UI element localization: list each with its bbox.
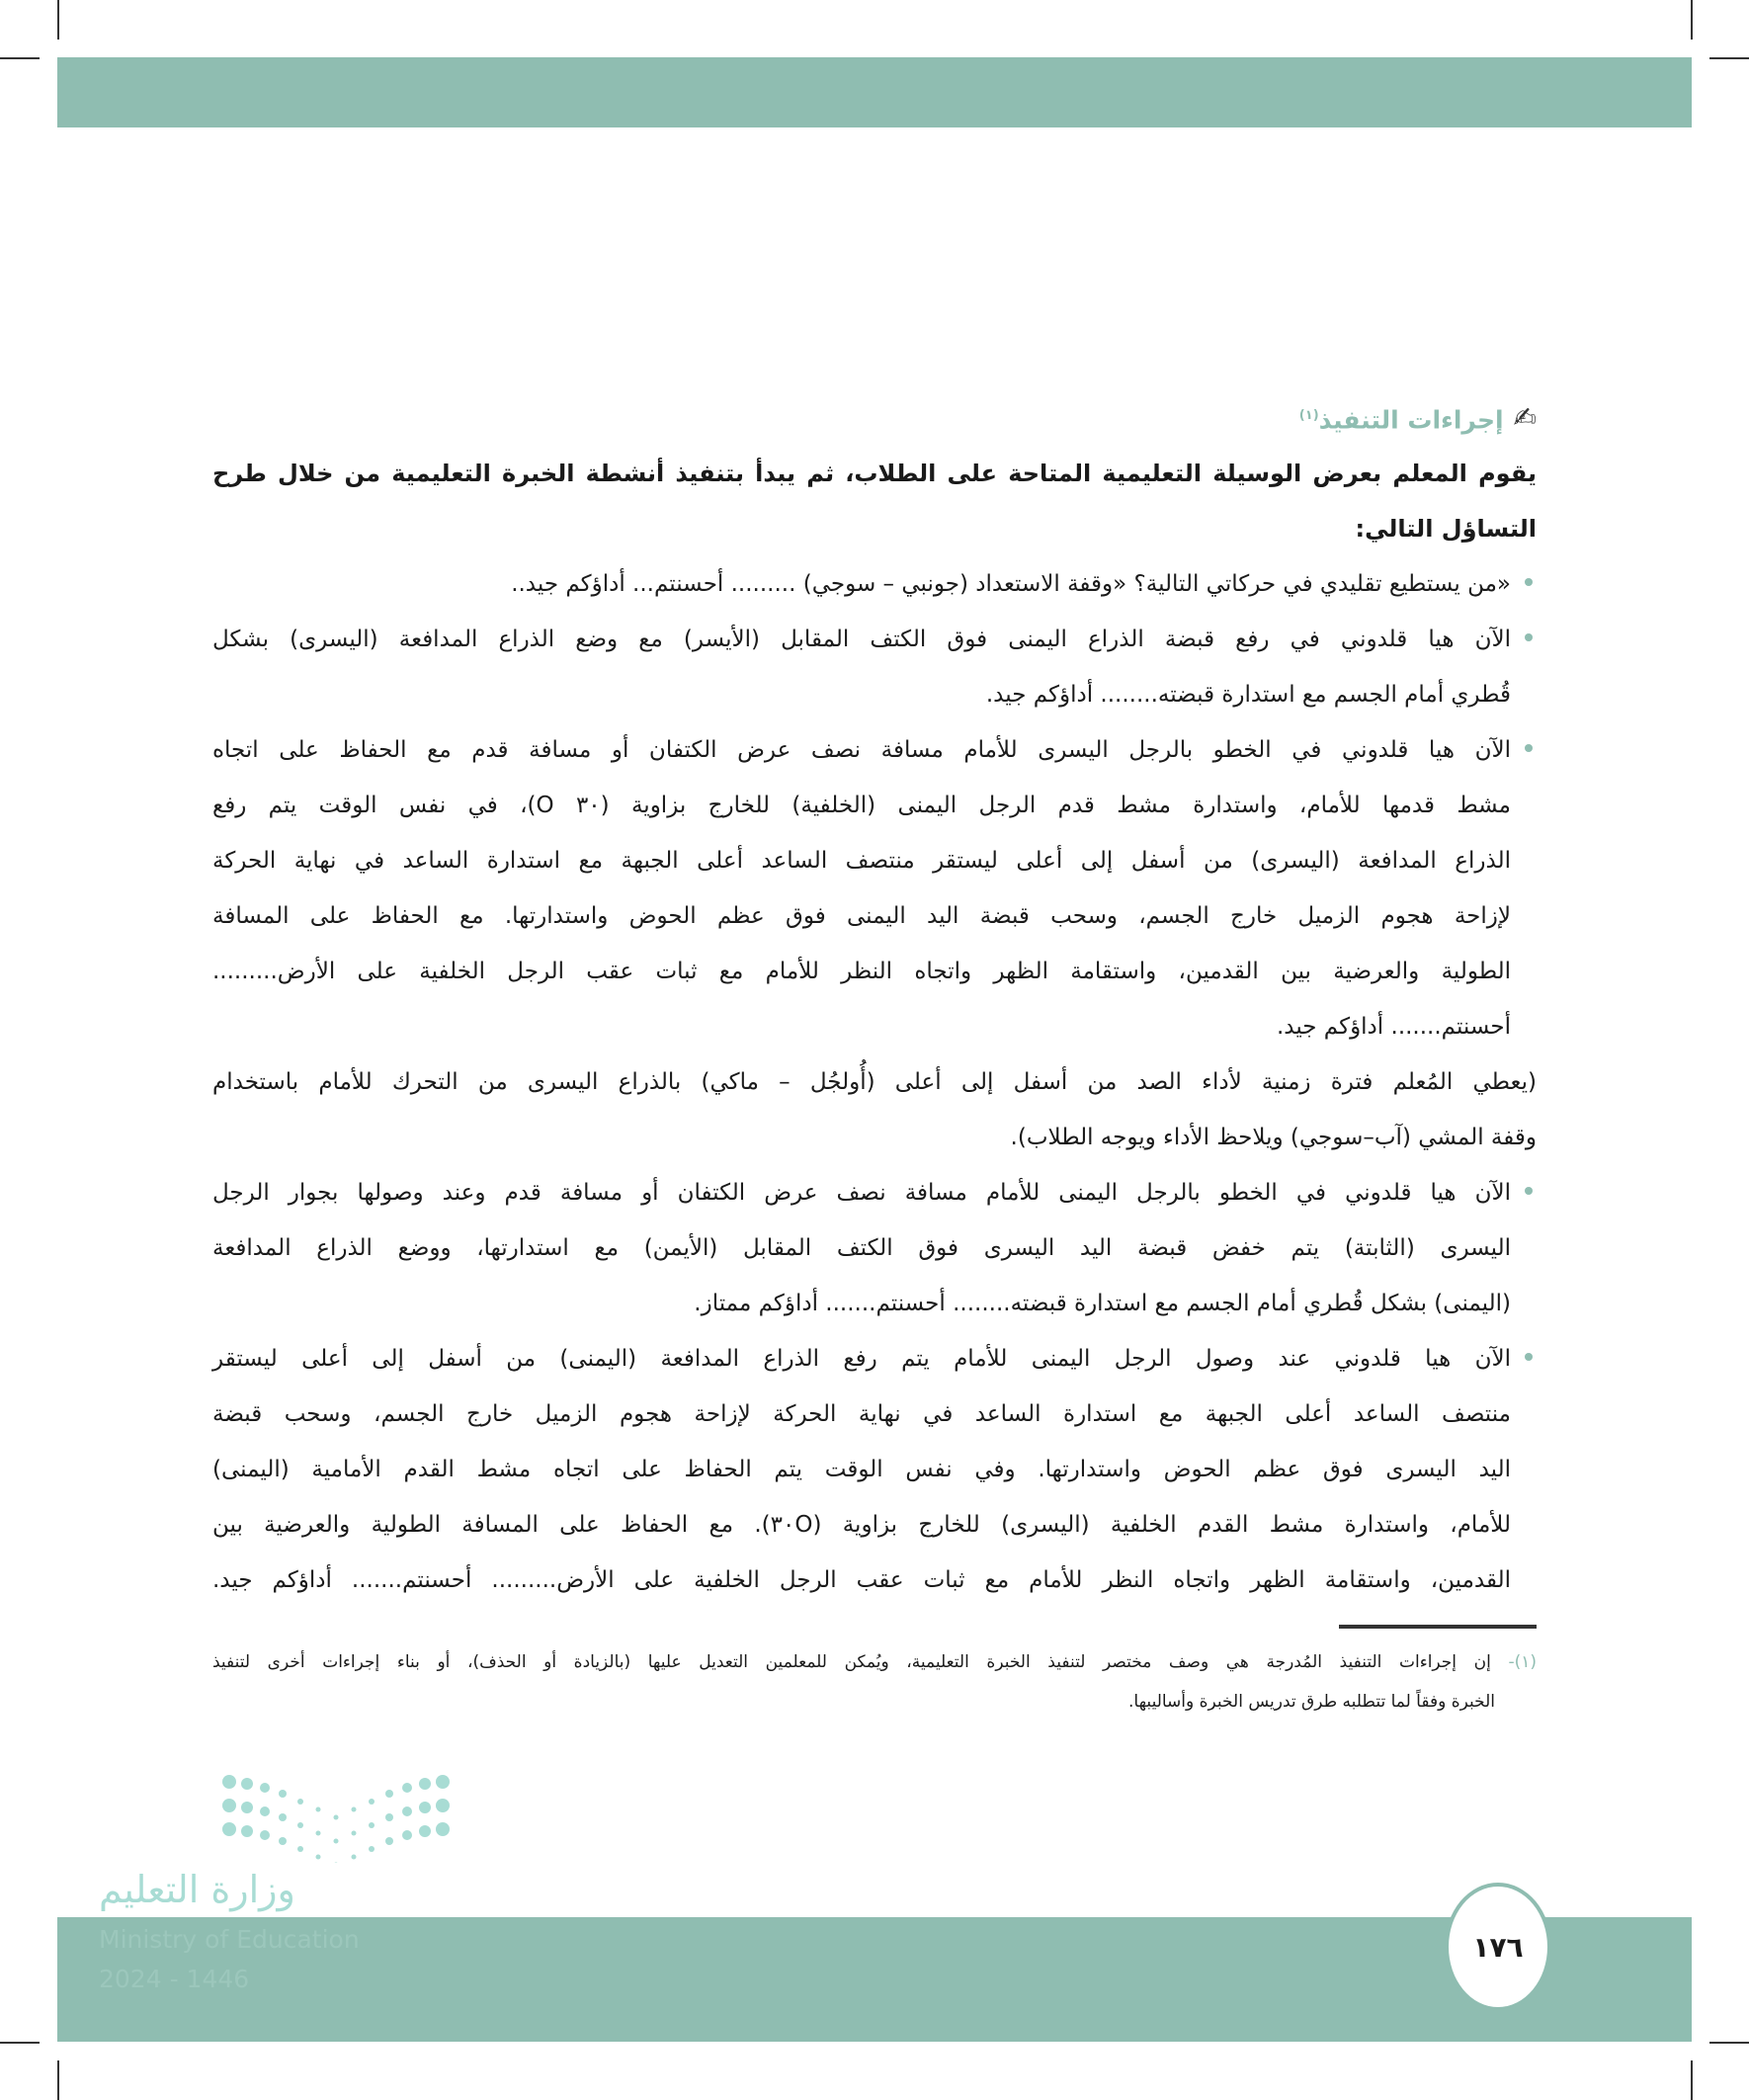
logo-dot — [419, 1778, 431, 1790]
text-line: مشط قدمها للأمام، واستدارة مشط قدم الرجل اليمنى (الخلفية) للخارج بزاوية (٣٠ O)، في نفس الوقت يتم رفع — [212, 793, 1512, 818]
logo-dot — [385, 1837, 393, 1845]
logo-dot — [436, 1822, 450, 1836]
logo-dot — [402, 1783, 412, 1793]
text-line: اليسرى (الثابتة) يتم خفض قبضة اليد اليسرى فوق الكتف المقابل (الأيمن) مع استدارتها، ووضع الذراع المدافعة — [212, 1235, 1511, 1261]
ministry-name-en: Ministry of Education — [99, 1925, 360, 1954]
footnote-line — [212, 1642, 1537, 1682]
logo-dot — [316, 1855, 321, 1860]
crop-mark — [1709, 2042, 1749, 2044]
text-line: للأمام، واستدارة مشط القدم الخلفية (اليسرى) للخارج بزاوية (٣٠O). مع الحفاظ على المسافة الطولية والعرضية بين — [212, 1512, 1511, 1538]
crop-mark — [1691, 2060, 1693, 2100]
logo-dot — [436, 1799, 450, 1812]
logo-dot — [369, 1799, 375, 1805]
logo-dot — [241, 1778, 253, 1790]
logo-dot — [222, 1799, 236, 1812]
logo-dot — [222, 1822, 236, 1836]
logo-dot — [297, 1846, 303, 1852]
bullet-item — [212, 612, 1537, 722]
text-line: (اليمنى) بشكل قُطري أمام الجسم مع استدارة قبضته........ أحسنتم....... أداؤكم ممتاز. — [694, 1291, 1511, 1316]
footnote — [212, 1642, 1537, 1722]
logo-dot — [297, 1822, 303, 1828]
footnote-number: (١)- — [1508, 1652, 1537, 1672]
main-content — [212, 390, 1537, 1608]
logo-dot — [334, 1863, 339, 1864]
bullet-icon — [1525, 633, 1533, 641]
text-line: وقفة المشي (آب–سوجي) ويلاحظ الأداء ويوجه الطلاب). — [1010, 1125, 1537, 1150]
ministry-year: 2024 - 1446 — [99, 1965, 250, 1993]
bullet-icon — [1525, 1187, 1533, 1195]
logo-dot — [385, 1790, 393, 1798]
text-line: يقوم المعلم بعرض الوسيلة التعليمية المتاحة على الطلاب، ثم يبدأ بتنفيذ أنشطة الخبرة التعليمية من خلال طرح — [212, 460, 1537, 487]
logo-dot — [352, 1855, 357, 1860]
crop-mark — [57, 2060, 59, 2100]
text-line: الآن هيا قلدوني في الخطو بالرجل اليمنى للأمام مسافة نصف عرض الكتفان أو مسافة قدم وعند وصولها بجوار الرجل — [212, 1180, 1511, 1206]
crop-mark — [57, 0, 59, 40]
crop-mark — [1709, 57, 1749, 59]
crop-mark — [0, 57, 40, 59]
logo-dot — [334, 1815, 339, 1820]
logo-dot — [385, 1813, 393, 1821]
footnote-text: إن إجراءات التنفيذ المُدرجة هي وصف مختصر لتنفيذ الخبرة التعليمية، ويُمكن للمعلمين التعديل عليها (بالزيادة أو الحذف)، أو بناء إجراءات أخرى لتنفيذ — [212, 1652, 1491, 1672]
text-line: القدمين، واستقامة الظهر واتجاه النظر للأمام مع ثبات عقب الرجل الخلفية على الأرض......... أحسنتم....... أداؤكم جيد. — [212, 1567, 1511, 1593]
text-line: الطولية والعرضية بين القدمين، واستقامة الظهر واتجاه النظر للأمام مع ثبات عقب الرجل الخلفية على الأرض......... — [212, 959, 1511, 984]
logo-dot — [279, 1837, 287, 1845]
logo-dot — [316, 1831, 321, 1836]
footnote-ref: (١) — [1298, 407, 1319, 423]
crop-mark — [1691, 0, 1693, 40]
logo-dot — [402, 1830, 412, 1840]
bullet-item — [212, 1165, 1537, 1331]
heading-text: إجراءات التنفيذ — [1318, 405, 1504, 435]
logo-dot — [369, 1846, 375, 1852]
logo-dot — [241, 1825, 253, 1837]
bullet-icon — [1525, 1353, 1533, 1361]
logo-dot — [279, 1813, 287, 1821]
page-number — [1445, 1883, 1551, 2011]
text-line: الذراع المدافعة (اليسرى) من أسفل إلى أعلى ليستقر منتصف الساعد أعلى الجبهة مع استدارة الساعد في نهاية الحركة — [212, 848, 1511, 874]
logo-dot — [419, 1825, 431, 1837]
bullet-icon — [1525, 744, 1533, 752]
footnote-line: الخبرة وفقاً لما تتطلبه طرق تدريس الخبرة وأساليبها. — [1128, 1692, 1495, 1712]
logo-dot — [222, 1775, 236, 1789]
section-heading — [212, 390, 1537, 446]
logo-dot — [260, 1783, 270, 1793]
text-line: الآن هيا قلدوني عند وصول الرجل اليمنى للأمام يتم رفع الذراع المدافعة (اليمنى) من أسفل إلى أعلى ليستقر — [212, 1346, 1511, 1372]
text-line: اليد اليسرى فوق عظم الحوض واستدارتها. وفي نفس الوقت يتم الحفاظ على اتجاه مشط القدم الأمامية (اليمنى) — [212, 1457, 1511, 1482]
logo-dot — [352, 1831, 357, 1836]
bullet-item — [212, 722, 1537, 1054]
logo-dot — [369, 1822, 375, 1828]
logo-dot — [334, 1839, 339, 1844]
writing-hand-icon: ✍ — [1513, 401, 1537, 434]
logo-dot — [419, 1802, 431, 1813]
header-band — [57, 57, 1692, 127]
teacher-note — [212, 1054, 1537, 1165]
ministry-name-ar: وزارة التعليم — [99, 1868, 295, 1911]
bullet-item — [212, 1331, 1537, 1608]
text-line: الآن هيا قلدوني في رفع قبضة الذراع اليمنى فوق الكتف المقابل (الأيسر) مع وضع الذراع المدافعة (اليسرى) بشكل — [212, 627, 1511, 652]
text-line: الآن هيا قلدوني في الخطو بالرجل اليسرى للأمام مسافة نصف عرض الكتفان أو مسافة قدم مع الحفاظ على اتجاه — [212, 737, 1511, 763]
logo-dot — [241, 1802, 253, 1813]
logo-dot — [402, 1806, 412, 1816]
text-line: قُطري أمام الجسم مع استدارة قبضته........ أداؤكم جيد. — [985, 682, 1511, 708]
page-number-text: ١٧٦ — [1472, 1930, 1524, 1964]
logo-dot — [260, 1830, 270, 1840]
ministry-logo-icon — [219, 1774, 466, 1863]
text-line: منتصف الساعد أعلى الجبهة مع استدارة الساعد في نهاية الحركة لإزاحة هجوم الزميل خارج الجسم، وسحب قبضة — [212, 1401, 1511, 1427]
crop-mark — [0, 2042, 40, 2044]
intro-paragraph — [212, 446, 1537, 556]
logo-dot — [260, 1806, 270, 1816]
logo-dot — [352, 1807, 357, 1812]
text-line: (يعطي المُعلم فترة زمنية لأداء الصد من أسفل إلى أعلى (أُولجُل – ماكي) بالذراع اليسرى من التحرك للأمام باستخدام — [212, 1069, 1537, 1095]
logo-dot — [279, 1790, 287, 1798]
footnote-divider — [1339, 1625, 1537, 1629]
text-line: التساؤل التالي: — [1355, 515, 1537, 543]
logo-dot — [297, 1799, 303, 1805]
logo-dot — [436, 1775, 450, 1789]
heading-title — [1299, 388, 1504, 448]
text-line: أحسنتم....... أداؤكم جيد. — [1276, 1014, 1511, 1040]
text-line: «من يستطيع تقليدي في حركاتي التالية؟ «وقفة الاستعداد (جونبي – سوجي) ......... أحسنتم... أداؤكم جيد.. — [511, 571, 1511, 597]
text-line: لإزاحة هجوم الزميل خارج الجسم، وسحب قبضة اليد اليمنى فوق عظم الحوض واستدارتها. مع الحفاظ على المسافة — [212, 903, 1511, 929]
bullet-item — [212, 556, 1537, 612]
logo-dot — [316, 1807, 321, 1812]
bullet-icon — [1525, 578, 1533, 586]
